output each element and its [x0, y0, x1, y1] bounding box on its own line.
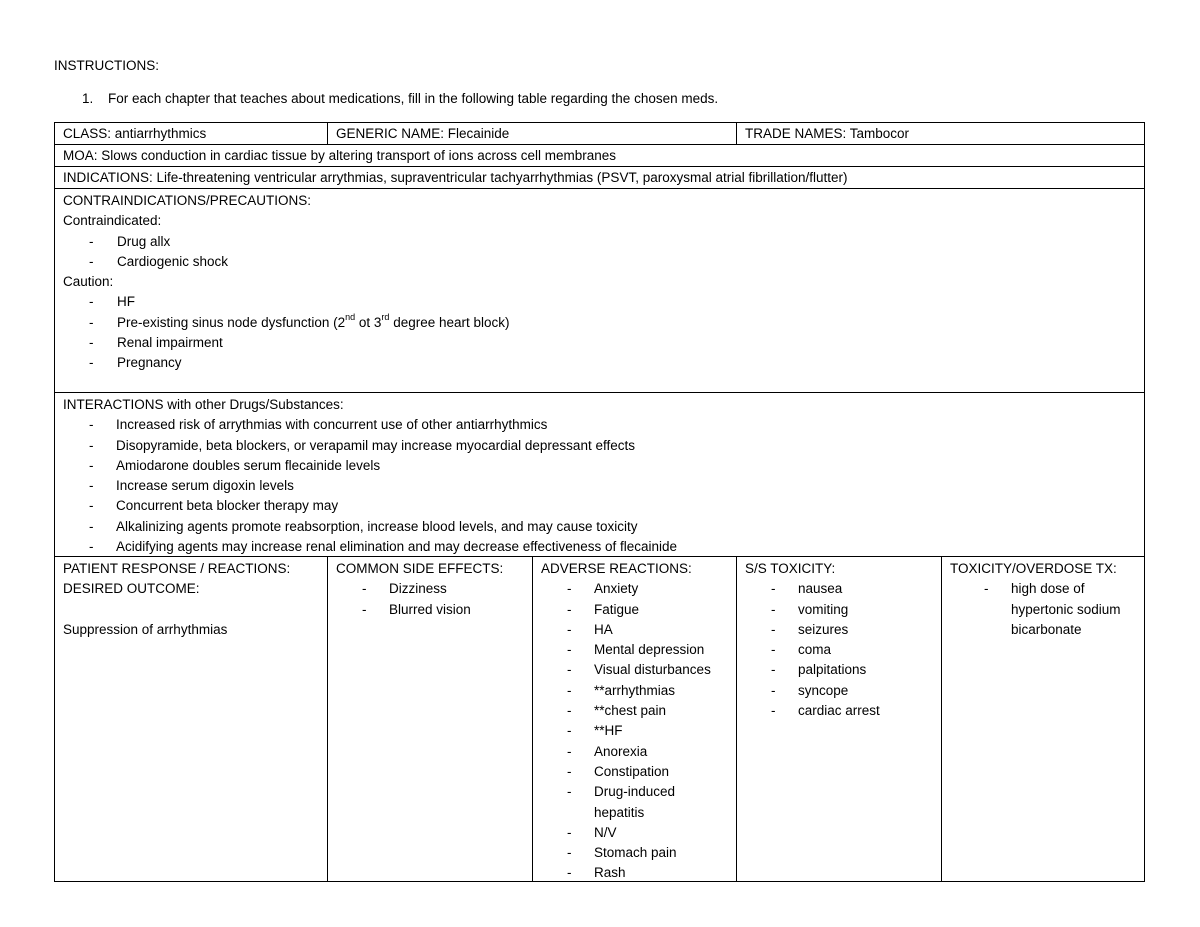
list-item: - syncope [771, 682, 849, 698]
list-item: - Cardiogenic shock [89, 253, 229, 269]
instruction-item [82, 91, 718, 106]
list-item: - Mental depression [567, 642, 705, 658]
adverse-reactions-title: ADVERSE REACTIONS: [541, 561, 692, 576]
generic-name-cell: GENERIC NAME: Flecainide [327, 123, 736, 144]
list-item: - Stomach pain [567, 845, 677, 861]
list-item: - Fatigue [567, 601, 640, 617]
interactions-row [55, 393, 1144, 557]
contraindications-row [55, 189, 1144, 393]
list-item: - HA [567, 621, 613, 637]
list-item: - Amiodarone doubles serum flecainide levels [89, 457, 381, 473]
contraindicated-label: Contraindicated: [63, 213, 162, 229]
caution-label: Caution: [63, 274, 114, 290]
list-item: - Renal impairment [89, 335, 223, 351]
overdose-tx-title: TOXICITY/OVERDOSE TX: [950, 561, 1117, 576]
list-item: - high dose of hypertonic sodium bicarbonate [984, 581, 1121, 637]
list-item: - Rash [567, 865, 626, 881]
list-item: - N/V [567, 824, 617, 840]
moa-text: MOA: Slows conduction in cardiac tissue by altering transport of ions across cell membranes [63, 148, 616, 163]
adverse-reactions-cell [532, 557, 736, 881]
patient-response-cell [55, 557, 327, 881]
list-item: - Pre-existing sinus node dysfunction (2nd ot 3rd degree heart block) [89, 312, 510, 330]
list-item: - **chest pain [567, 703, 667, 719]
instruction-text: For each chapter that teaches about medications, fill in the following table regarding the chosen meds. [108, 91, 719, 106]
list-item: - Increased risk of arrythmias with concurrent use of other antiarrhythmics [89, 417, 548, 433]
interactions-title: INTERACTIONS with other Drugs/Substances: [63, 397, 344, 412]
trade-names-cell: TRADE NAMES: Tambocor [736, 123, 1144, 144]
list-item: - Drug allx [89, 233, 171, 249]
indications-row [55, 167, 1144, 189]
overdose-tx-cell [941, 557, 1144, 881]
bottom-row [55, 557, 1144, 881]
list-item: - **arrhythmias [567, 682, 676, 698]
list-item: - HF [89, 294, 135, 310]
list-item: - **HF [567, 723, 623, 739]
list-item: - seizures [771, 621, 849, 637]
list-item: - Acidifying agents may increase renal elimination and may decrease effectiveness of flecainide [89, 539, 678, 555]
toxicity-title: S/S TOXICITY: [745, 561, 836, 576]
list-item: - Visual disturbances [567, 662, 711, 678]
list-item: - Blurred vision [362, 601, 471, 617]
desired-outcome-value: Suppression of arrhythmias [63, 621, 228, 637]
indications-text: INDICATIONS: Life-threatening ventricular arrythmias, supraventricular tachyarrhythmias (PSVT, paroxysmal atrial fibrillation/flutter) [63, 170, 848, 185]
class-cell: CLASS: antiarrhythmics [63, 126, 207, 141]
list-item: - Anorexia [567, 743, 648, 759]
list-item: - Pregnancy [89, 355, 182, 371]
list-item: - cardiac arrest [771, 703, 880, 719]
desired-outcome-label: DESIRED OUTCOME: [63, 581, 200, 597]
contraindications-title: CONTRAINDICATIONS/PRECAUTIONS: [63, 193, 312, 208]
list-item: - nausea [771, 581, 843, 597]
list-item: - vomiting [771, 601, 849, 617]
list-item: - coma [771, 642, 832, 658]
list-item: - Disopyramide, beta blockers, or verapamil may increase myocardial depressant effects [89, 437, 635, 453]
instructions-heading: INSTRUCTIONS: [54, 58, 160, 73]
moa-row [55, 145, 1144, 167]
side-effects-cell [327, 557, 532, 881]
list-item: - Anxiety [567, 581, 639, 597]
medication-table [54, 122, 1145, 882]
side-effects-title: COMMON SIDE EFFECTS: [336, 561, 504, 576]
list-item: - Increase serum digoxin levels [89, 478, 294, 494]
list-item: - Constipation [567, 763, 670, 779]
contraindications-cell [55, 189, 1144, 376]
list-item: - Concurrent beta blocker therapy may [89, 498, 339, 514]
toxicity-cell [736, 557, 941, 881]
interactions-cell [55, 393, 1144, 559]
list-item: - palpitations [771, 662, 867, 678]
list-item: - Dizziness [362, 581, 447, 597]
names-row [55, 123, 1144, 145]
list-item: - Alkalinizing agents promote reabsorption, increase blood levels, and may cause toxicity [89, 518, 638, 534]
patient-response-title: PATIENT RESPONSE / REACTIONS: [63, 561, 291, 576]
instruction-number: 1. [82, 91, 94, 106]
list-item: - Drug-induced hepatitis [567, 784, 676, 820]
